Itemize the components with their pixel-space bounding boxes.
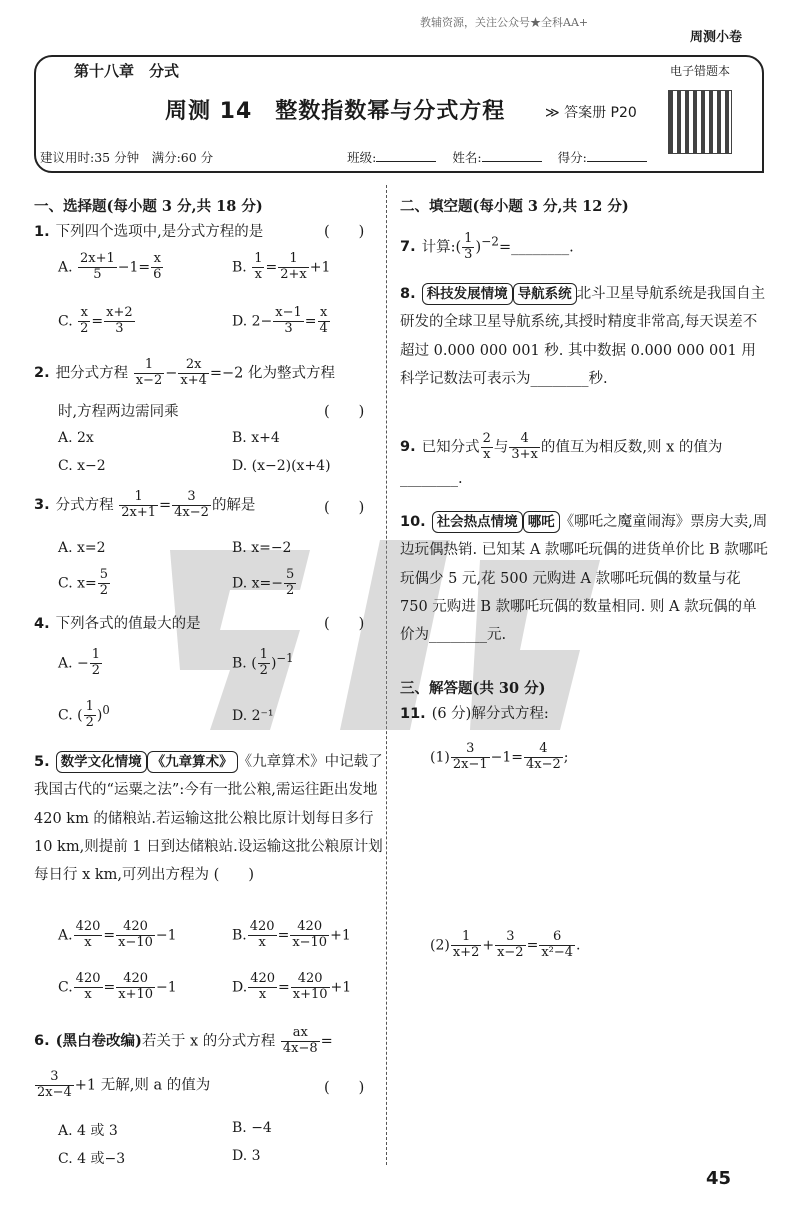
q3-option-c[interactable]: C. x= $\frac{5}{2}$: [58, 567, 109, 598]
question-4: 4. 下列各式的值最大的是 ( ): [34, 616, 365, 632]
q3-option-a[interactable]: A. x=2: [58, 540, 106, 556]
q4-option-c[interactable]: C. ( $\frac{1}{2}$ )$^0$: [58, 699, 110, 730]
tag-nezha: 哪吒: [523, 511, 560, 533]
q3-option-d[interactable]: D. x=− $\frac{5}{2}$: [232, 567, 295, 598]
q4-option-b[interactable]: B. ( $\frac{1}{2}$ )$^{-1}$: [232, 647, 294, 678]
question-1: 1. 下列四个选项中,是分式方程的是 ( ): [34, 224, 365, 240]
question-2-line2: 时,方程两边需同乘 ( ): [58, 404, 365, 420]
tag-social: 社会热点情境: [432, 511, 523, 533]
q1-option-b[interactable]: B. $\frac{1}{x}$ = $\frac{1}{2+x}$ +1: [232, 251, 331, 282]
q11-part2: (2) $\frac{1}{x+2}$ + $\frac{3}{x-2}$ = $\frac{6}{\text{x²−4}}$ .: [430, 929, 581, 960]
q2-option-b[interactable]: B. x+4: [232, 430, 280, 446]
q6-option-c[interactable]: C. 4 或−3: [58, 1151, 126, 1167]
test-title: 周测 14 整数指数幂与分式方程: [165, 99, 506, 124]
question-3: 3. 分式方程 $\frac{1}{2x+1}$ = $\frac{3}{4x-2}$ 的解是 ( ): [34, 489, 365, 520]
question-6-line2: $\frac{3}{2x-4}$ +1 无解,则 a 的值为 ( ): [37, 1069, 365, 1100]
section-fill-title: 二、填空题(每小题 3 分,共 12 分): [400, 198, 629, 215]
question-7: 7. 计算:( $\frac{1}{3}$ )$^{-2}$=________.: [400, 231, 574, 262]
q1-option-d[interactable]: D. 2− $\frac{x-1}{3}$ = $\frac{x}{4}$: [232, 305, 328, 336]
q1-option-c[interactable]: C. $\frac{x}{2}$ = $\frac{x+2}{3}$: [58, 305, 133, 336]
question-5: 5. 数学文化情境 《九章算术》 《九章算术》中记载了我国古代的“运粟之法”:今有一批公粮,需运往距出发地 420 km 的储粮站.若运输这批公粮比原计划每日多行 10 km,则提前 1 日到达储粮站.设运输这批公粮原计划每日行 x km,可列出方程为 ( ): [34, 748, 384, 889]
q11-part1: (1) $\frac{3}{2x-1}$ −1= $\frac{4}{4x-2}$ ;: [430, 741, 569, 772]
q3-option-b[interactable]: B. x=−2: [232, 540, 292, 556]
q5-option-d[interactable]: D. $\frac{420}{x}$ = $\frac{420}{x+10}$ +1: [232, 971, 352, 1002]
answer-reference: ≫ 答案册 P20: [545, 105, 637, 121]
q5-option-c[interactable]: C. $\frac{420}{x}$ = $\frac{420}{x+10}$ −1: [58, 971, 177, 1002]
question-2: 2. 把分式方程 $\frac{1}{x-2}$ − $\frac{2x}{x+4}$ =−2 化为整式方程: [34, 357, 336, 388]
q4-option-d[interactable]: D. 2⁻¹: [232, 708, 274, 724]
page-number: 45: [706, 1168, 732, 1189]
chapter-title: 第十八章 分式: [74, 62, 180, 80]
q5-option-a[interactable]: A. $\frac{420}{x}$ = $\frac{420}{x-10}$ −1: [58, 919, 177, 950]
qr-label: 电子错题本: [670, 64, 731, 78]
section-answer-title: 三、解答题(共 30 分): [400, 680, 546, 697]
section-tag: 周测小卷: [690, 30, 743, 45]
q6-option-a[interactable]: A. 4 或 3: [58, 1123, 118, 1139]
question-11: 11. (6 分)解分式方程:: [400, 706, 549, 722]
tag-jiuzhang: 《九章算术》: [147, 751, 238, 773]
q6-option-d[interactable]: D. 3: [232, 1148, 261, 1164]
q2-option-c[interactable]: C. x−2: [58, 458, 106, 474]
q1-option-a[interactable]: A. $\frac{2x+1}{5}$ −1= $\frac{x}{6}$: [58, 251, 162, 282]
qr-code-icon[interactable]: [668, 90, 732, 154]
q2-option-a[interactable]: A. 2x: [58, 430, 94, 446]
question-10: 10. 社会热点情境 哪吒 《哪吒之魔童闹海》票房大卖,周边玩偶热销. 已知某 A 款哪吒玩偶的进货单价比 B 款哪吒玩偶少 5 元,花 500 元购进 A 款哪吒玩偶的数量与花 750 元购进 B 款哪吒玩偶的数量相同. 则 A 款玩偶的单价为________元.: [400, 508, 770, 649]
tag-math-culture: 数学文化情境: [56, 751, 147, 773]
q6-option-b[interactable]: B. −4: [232, 1120, 272, 1136]
tag-tech: 科技发展情境: [422, 283, 513, 305]
question-9: 9. 已知分式 $\frac{2}{x}$ 与 $\frac{4}{3+x}$ 的值互为相反数,则 x 的值为________.: [400, 431, 723, 488]
tag-navigation: 导航系统: [513, 283, 577, 305]
section-choice-title: 一、选择题(每小题 3 分,共 18 分): [34, 198, 263, 215]
q2-option-d[interactable]: D. (x−2)(x+4): [232, 458, 331, 474]
q5-option-b[interactable]: B. $\frac{420}{x}$ = $\frac{420}{x-10}$ +1: [232, 919, 351, 950]
question-8: 8. 科技发展情境 导航系统 北斗卫星导航系统是我国自主研发的全球卫星导航系统,其授时精度非常高,每天误差不超过 0.000 000 001 秒. 其中数据 0.000 000 001 用科学记数法可表示为________秒.: [400, 280, 770, 393]
watermark-text: 教辅资源，关注公众号★全科AA+: [420, 16, 589, 29]
q4-option-a[interactable]: A. − $\frac{1}{2}$: [58, 647, 101, 678]
info-line: 建议用时:35 分钟 满分:60 分 班级: 姓名: 得分:: [40, 148, 660, 166]
question-6: 6. (黑白卷改编)若关于 x 的分式方程 $\frac{ax}{4x-8}$ =: [34, 1025, 333, 1056]
